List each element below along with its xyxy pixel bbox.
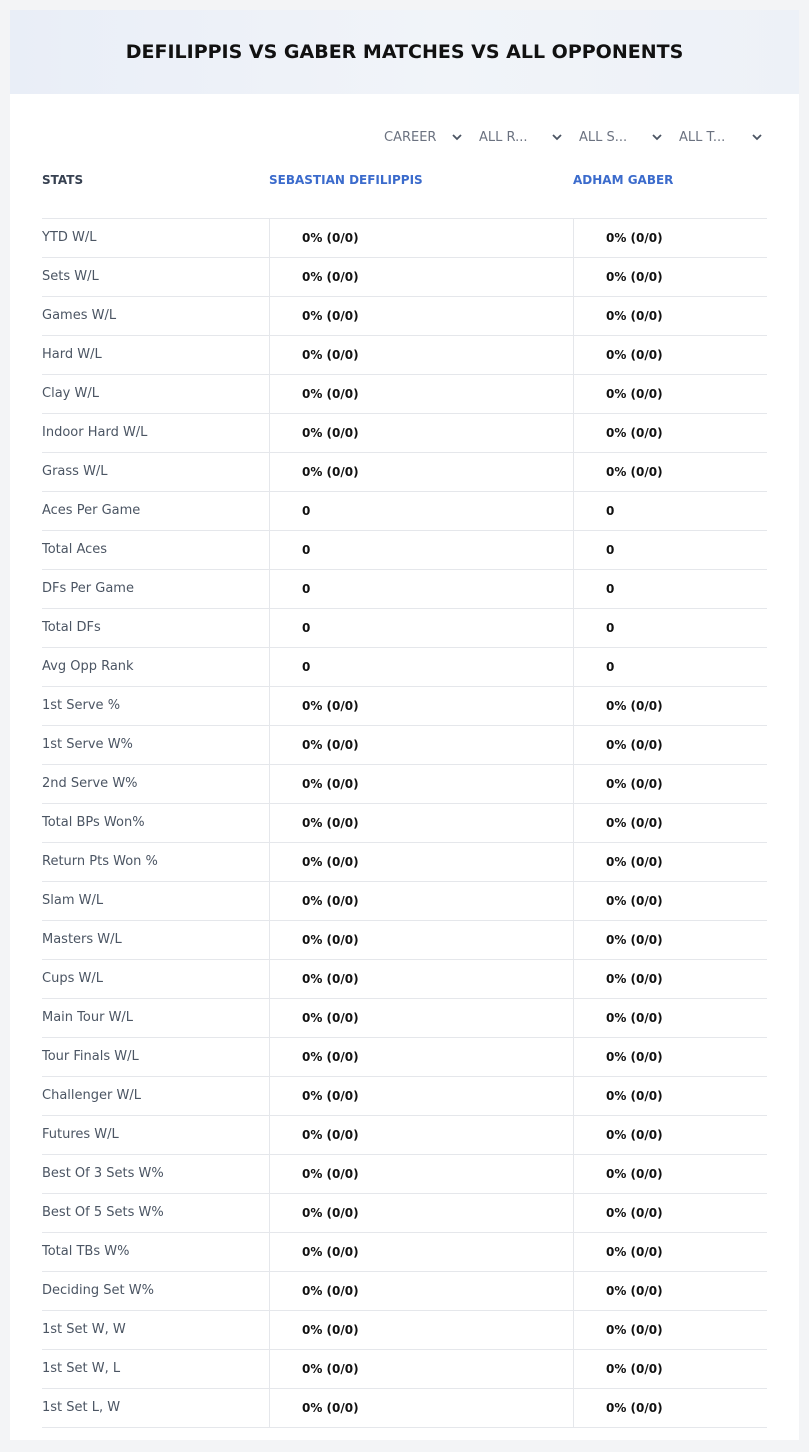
player2-stat-value: 0 bbox=[573, 609, 767, 647]
player2-stat-value: 0 bbox=[573, 648, 767, 686]
player1-stat-value: 0% (0/0) bbox=[269, 297, 573, 335]
player2-stat-value: 0% (0/0) bbox=[573, 1389, 767, 1427]
stat-label: Sets W/L bbox=[42, 269, 99, 284]
player2-stat-value: 0% (0/0) bbox=[573, 765, 767, 803]
player1-stat-value: 0% (0/0) bbox=[269, 1272, 573, 1310]
table-row bbox=[42, 1233, 767, 1272]
filter-surface-label: ALL S... bbox=[579, 129, 628, 145]
table-row bbox=[42, 843, 767, 882]
player2-stat-value: 0% (0/0) bbox=[573, 219, 767, 257]
table-row bbox=[42, 687, 767, 726]
table-row bbox=[42, 1038, 767, 1077]
player2-stat-value: 0% (0/0) bbox=[573, 375, 767, 413]
player1-stat-value: 0% (0/0) bbox=[269, 882, 573, 920]
player1-stat-value: 0% (0/0) bbox=[269, 1155, 573, 1193]
chevron-down-icon bbox=[450, 130, 464, 144]
player2-stat-value: 0% (0/0) bbox=[573, 1233, 767, 1271]
stat-label: Aces Per Game bbox=[42, 503, 141, 518]
stat-label: Total BPs Won% bbox=[42, 815, 145, 830]
table-row bbox=[42, 1155, 767, 1194]
chevron-down-icon bbox=[650, 130, 664, 144]
player2-stat-value: 0 bbox=[573, 531, 767, 569]
player1-stat-value: 0% (0/0) bbox=[269, 1077, 573, 1115]
filter-tournament-label: ALL T... bbox=[679, 129, 726, 145]
player2-stat-value: 0% (0/0) bbox=[573, 1038, 767, 1076]
table-row bbox=[42, 1272, 767, 1311]
stat-label: Total Aces bbox=[42, 542, 108, 557]
table-row bbox=[42, 531, 767, 570]
stat-label: Grass W/L bbox=[42, 464, 108, 479]
player2-column-header[interactable]: ADHAM GABER bbox=[573, 173, 674, 187]
table-row bbox=[42, 726, 767, 765]
stat-label: Total DFs bbox=[42, 620, 101, 635]
stat-label: Main Tour W/L bbox=[42, 1010, 134, 1025]
player2-stat-value: 0% (0/0) bbox=[573, 726, 767, 764]
player2-stat-value: 0% (0/0) bbox=[573, 1155, 767, 1193]
player1-stat-value: 0 bbox=[269, 570, 573, 608]
stat-label: YTD W/L bbox=[42, 230, 97, 245]
player2-stat-value: 0% (0/0) bbox=[573, 1272, 767, 1310]
player2-stat-value: 0% (0/0) bbox=[573, 414, 767, 452]
player1-stat-value: 0% (0/0) bbox=[269, 453, 573, 491]
stat-label: Clay W/L bbox=[42, 386, 99, 401]
player2-stat-value: 0% (0/0) bbox=[573, 921, 767, 959]
table-row bbox=[42, 297, 767, 336]
player2-stat-value: 0% (0/0) bbox=[573, 1077, 767, 1115]
filter-period-select[interactable] bbox=[384, 126, 464, 148]
player2-stat-value: 0% (0/0) bbox=[573, 1311, 767, 1349]
player1-stat-value: 0% (0/0) bbox=[269, 1311, 573, 1349]
player1-stat-value: 0% (0/0) bbox=[269, 1350, 573, 1388]
table-row bbox=[42, 921, 767, 960]
stat-label: 1st Serve % bbox=[42, 698, 121, 713]
card-header bbox=[10, 10, 799, 94]
player1-stat-value: 0% (0/0) bbox=[269, 1038, 573, 1076]
table-row bbox=[42, 1350, 767, 1389]
player1-stat-value: 0% (0/0) bbox=[269, 414, 573, 452]
table-row bbox=[42, 258, 767, 297]
player2-stat-value: 0% (0/0) bbox=[573, 687, 767, 725]
player1-stat-value: 0% (0/0) bbox=[269, 999, 573, 1037]
player2-stat-value: 0% (0/0) bbox=[573, 258, 767, 296]
player1-stat-value: 0% (0/0) bbox=[269, 1116, 573, 1154]
player1-stat-value: 0% (0/0) bbox=[269, 687, 573, 725]
filter-surface-select[interactable] bbox=[579, 126, 664, 148]
stat-label: 1st Set L, W bbox=[42, 1400, 121, 1415]
filter-bar bbox=[10, 126, 799, 148]
table-row bbox=[42, 336, 767, 375]
player1-stat-value: 0% (0/0) bbox=[269, 1194, 573, 1232]
table-row bbox=[42, 1077, 767, 1116]
stat-label: Deciding Set W% bbox=[42, 1283, 154, 1298]
filter-period-label: CAREER bbox=[384, 129, 437, 145]
table-row bbox=[42, 882, 767, 921]
player1-stat-value: 0 bbox=[269, 492, 573, 530]
player2-stat-value: 0% (0/0) bbox=[573, 1194, 767, 1232]
table-row bbox=[42, 609, 767, 648]
table-row bbox=[42, 765, 767, 804]
stat-label: Indoor Hard W/L bbox=[42, 425, 148, 440]
player2-stat-value: 0 bbox=[573, 570, 767, 608]
table-row bbox=[42, 414, 767, 453]
player2-stat-value: 0% (0/0) bbox=[573, 882, 767, 920]
player1-column-header[interactable]: SEBASTIAN DEFILIPPIS bbox=[269, 173, 423, 187]
player2-stat-value: 0% (0/0) bbox=[573, 999, 767, 1037]
player1-stat-value: 0% (0/0) bbox=[269, 921, 573, 959]
stat-label: Tour Finals W/L bbox=[42, 1049, 139, 1064]
stat-label: Challenger W/L bbox=[42, 1088, 141, 1103]
player1-stat-value: 0% (0/0) bbox=[269, 1233, 573, 1271]
table-row bbox=[42, 804, 767, 843]
player1-stat-value: 0% (0/0) bbox=[269, 219, 573, 257]
stat-label: DFs Per Game bbox=[42, 581, 134, 596]
table-row bbox=[42, 1389, 767, 1428]
stat-label: Cups W/L bbox=[42, 971, 103, 986]
table-row bbox=[42, 570, 767, 609]
player1-stat-value: 0 bbox=[269, 609, 573, 647]
stats-card bbox=[10, 10, 799, 1440]
player1-stat-value: 0% (0/0) bbox=[269, 336, 573, 374]
stat-label: Futures W/L bbox=[42, 1127, 119, 1142]
chevron-down-icon bbox=[750, 130, 764, 144]
stat-label: 2nd Serve W% bbox=[42, 776, 138, 791]
page-title: DEFILIPPIS VS GABER MATCHES VS ALL OPPONENTS bbox=[125, 41, 684, 63]
table-row bbox=[42, 219, 767, 258]
table-row bbox=[42, 1116, 767, 1155]
stat-label: Best Of 3 Sets W% bbox=[42, 1166, 164, 1181]
stat-label: 1st Serve W% bbox=[42, 737, 133, 752]
stat-label: Masters W/L bbox=[42, 932, 122, 947]
player1-stat-value: 0% (0/0) bbox=[269, 258, 573, 296]
filter-round-label: ALL R... bbox=[479, 129, 528, 145]
player1-stat-value: 0% (0/0) bbox=[269, 960, 573, 998]
player1-stat-value: 0% (0/0) bbox=[269, 843, 573, 881]
stat-label: 1st Set W, W bbox=[42, 1322, 126, 1337]
table-row bbox=[42, 999, 767, 1038]
player2-stat-value: 0% (0/0) bbox=[573, 1350, 767, 1388]
player1-stat-value: 0 bbox=[269, 531, 573, 569]
filter-round-select[interactable] bbox=[479, 126, 564, 148]
filter-tournament-select[interactable] bbox=[679, 126, 764, 148]
table-row bbox=[42, 1311, 767, 1350]
stat-label: Best Of 5 Sets W% bbox=[42, 1205, 164, 1220]
table-header bbox=[42, 162, 767, 219]
player2-stat-value: 0% (0/0) bbox=[573, 297, 767, 335]
stat-label: Total TBs W% bbox=[42, 1244, 130, 1259]
table-row bbox=[42, 1194, 767, 1233]
player2-stat-value: 0 bbox=[573, 492, 767, 530]
player1-stat-value: 0% (0/0) bbox=[269, 726, 573, 764]
player1-stat-value: 0% (0/0) bbox=[269, 1389, 573, 1427]
player1-stat-value: 0% (0/0) bbox=[269, 765, 573, 803]
chevron-down-icon bbox=[550, 130, 564, 144]
stats-column-header: STATS bbox=[42, 173, 84, 187]
stats-table bbox=[42, 162, 767, 1428]
stat-label: 1st Set W, L bbox=[42, 1361, 121, 1376]
player2-stat-value: 0% (0/0) bbox=[573, 1116, 767, 1154]
stat-label: Games W/L bbox=[42, 308, 117, 323]
stat-label: Avg Opp Rank bbox=[42, 659, 134, 674]
player1-stat-value: 0 bbox=[269, 648, 573, 686]
table-row bbox=[42, 960, 767, 999]
stat-label: Return Pts Won % bbox=[42, 854, 158, 869]
player2-stat-value: 0% (0/0) bbox=[573, 960, 767, 998]
player2-stat-value: 0% (0/0) bbox=[573, 453, 767, 491]
table-row bbox=[42, 453, 767, 492]
player2-stat-value: 0% (0/0) bbox=[573, 804, 767, 842]
table-row bbox=[42, 375, 767, 414]
table-row bbox=[42, 648, 767, 687]
table-body bbox=[42, 219, 767, 1428]
player1-stat-value: 0% (0/0) bbox=[269, 804, 573, 842]
player2-stat-value: 0% (0/0) bbox=[573, 843, 767, 881]
stat-label: Hard W/L bbox=[42, 347, 102, 362]
stat-label: Slam W/L bbox=[42, 893, 104, 908]
table-row bbox=[42, 492, 767, 531]
player2-stat-value: 0% (0/0) bbox=[573, 336, 767, 374]
player1-stat-value: 0% (0/0) bbox=[269, 375, 573, 413]
